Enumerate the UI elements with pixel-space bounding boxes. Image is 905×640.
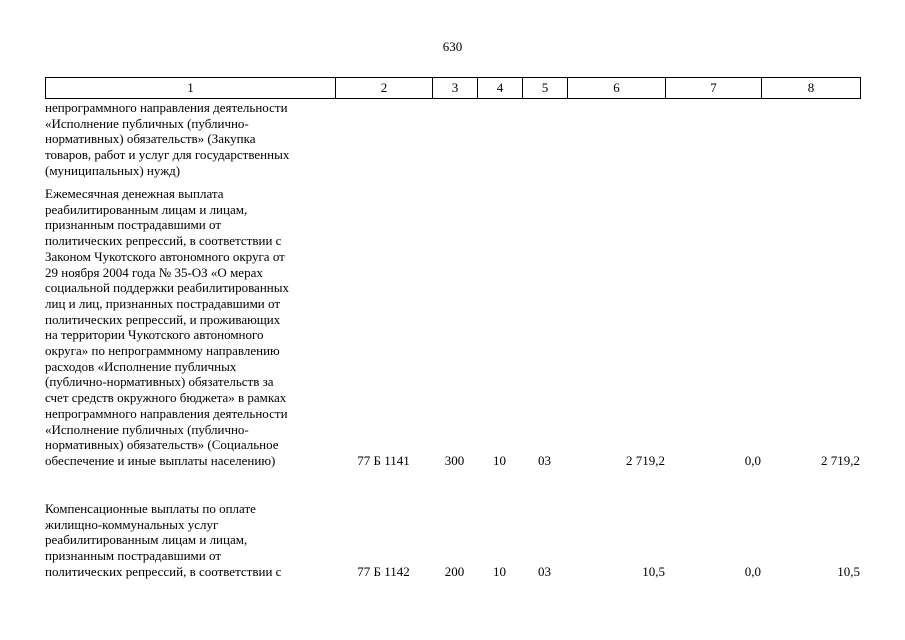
description-line: реабилитированным лицам и лицам, [45, 532, 248, 548]
description-line: (муниципальных) нужд) [45, 162, 181, 178]
description-line: нормативных) обязательств» (Социальное [45, 437, 279, 453]
table-row [45, 501, 860, 580]
description-line: округа» по непрограммному направлению [45, 343, 280, 359]
description-line: непрограммного направления деятельности [45, 405, 288, 421]
description-line: жилищно-коммунальных услуг [45, 516, 219, 532]
row-description [45, 501, 335, 580]
subsection-code: 03 [538, 564, 551, 579]
description-line: социальной поддержки реабилитированных [45, 280, 289, 296]
description-line: признанным пострадавшими от [45, 217, 221, 233]
description-line: «Исполнение публичных (публично- [45, 421, 249, 437]
description-line: (публично-нормативных) обязательств за [45, 374, 274, 390]
column-header-3: 3 [433, 78, 478, 99]
description-line: нормативных) обязательств» (Закупка [45, 131, 256, 147]
expense-type-code: 200 [444, 564, 465, 579]
description-line: политических репрессий, в соответствии с [45, 233, 282, 249]
amount-col-6: 10,5 [642, 564, 665, 579]
column-header-4: 4 [478, 78, 523, 99]
column-header-7: 7 [666, 78, 762, 99]
description-line: непрограммного направления деятельности [45, 100, 288, 115]
description-line: расходов «Исполнение публичных [45, 358, 237, 374]
description-line: «Исполнение публичных (публично- [45, 115, 249, 131]
column-header-table [45, 77, 861, 99]
column-header-5: 5 [523, 78, 568, 99]
section-code: 10 [493, 564, 506, 579]
amount-col-8: 10,5 [837, 564, 860, 579]
description-line: Компенсационные выплаты по оплате [45, 501, 256, 516]
column-header-1: 1 [46, 78, 336, 99]
description-line: признанным пострадавшими от [45, 548, 221, 564]
column-header-6: 6 [568, 78, 666, 99]
description-line: реабилитированным лицам и лицам, [45, 201, 248, 217]
description-line: политических репрессий, в соответствии с [45, 563, 282, 579]
table-row [45, 186, 860, 469]
description-line: политических репрессий, и проживающих [45, 311, 281, 327]
page-number: 630 [442, 39, 463, 54]
amount-col-7: 0,0 [744, 564, 761, 579]
amount-col-8: 2 719,2 [821, 453, 860, 468]
column-header-8: 8 [762, 78, 861, 99]
description-line: Ежемесячная денежная выплата [45, 186, 224, 201]
row-description [45, 186, 335, 469]
description-line: 29 ноября 2004 года № 35-ОЗ «О мерах [45, 264, 263, 280]
description-line: Законом Чукотского автономного округа от [45, 248, 285, 264]
description-line: на территории Чукотского автономного [45, 327, 264, 343]
column-header-row [46, 78, 861, 99]
description-line: товаров, работ и услуг для государственных [45, 147, 290, 163]
description-line: лиц и лиц, признанных пострадавшими от [45, 295, 281, 311]
description-line: обеспечение и иные выплаты населению) [45, 452, 276, 468]
column-header-2: 2 [336, 78, 433, 99]
amount-col-6: 2 719,2 [626, 453, 665, 468]
row-description [45, 100, 335, 179]
target-article-code: 77 Б 1141 [357, 453, 410, 468]
description-line: счет средств окружного бюджета» в рамках [45, 390, 287, 406]
amount-col-7: 0,0 [744, 453, 761, 468]
section-code: 10 [493, 453, 506, 468]
target-article-code: 77 Б 1142 [357, 564, 410, 579]
expense-type-code: 300 [444, 453, 465, 468]
table-row [45, 100, 860, 179]
subsection-code: 03 [538, 453, 551, 468]
